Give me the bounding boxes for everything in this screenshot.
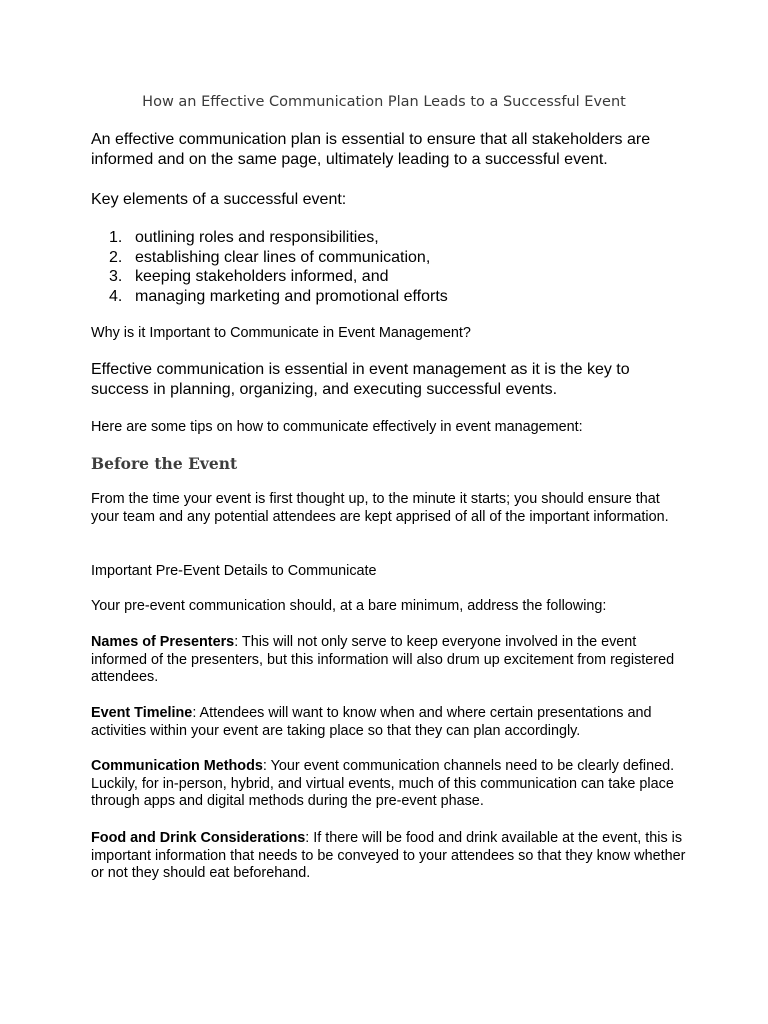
list-item-number: 3. [109,268,123,285]
detail-term: Communication Methods [91,758,263,774]
document-title: How an Effective Communication Plan Leads to a Successful Event [142,94,626,110]
list-item [109,248,609,268]
detail-text: : This will not only serve to keep everyone involved in the event informed of the presenters, but this information will also drum up excitement from registered attendees. [91,634,675,686]
intro-paragraph: An effective communication plan is essential to ensure that all stakeholders are informed and on the same page, ultimately leading to a successful event. [91,131,651,168]
list-item-text: managing marketing and promotional efforts [135,287,448,305]
list-item-text: outlining roles and responsibilities, [135,229,379,246]
detail-term: Event Timeline [91,705,193,721]
detail-text: : Attendees will want to know when and where certain presentations and activities within your event are taking place so that they can plan accordingly. [91,705,652,739]
key-elements-heading: Key elements of a successful event: [91,191,347,208]
tips-intro: Here are some tips on how to communicate effectively in event management: [91,419,583,435]
detail-names-of-presenters [91,634,691,687]
why-question: Why is it Important to Communicate in Event Management? [91,325,471,341]
section-heading-before-event: Before the Event [91,454,238,473]
why-answer-paragraph: Effective communication is essential in event management as it is the key to success in planning, organizing, and executing successful events. [91,361,630,398]
list-item [109,287,609,307]
detail-term: Names of Presenters [91,634,235,650]
pre-event-intro: Your pre-event communication should, at a bare minimum, address the following: [91,598,607,614]
detail-text: : Your event communication channels need to be clearly defined. Luckily, for in-person, hybrid, and virtual events, much of this communication can take place through apps and digital methods during the pre-event phase. [91,758,675,810]
list-item-text: establishing clear lines of communication, [135,248,431,266]
detail-communication-methods [91,758,691,811]
detail-term: Food and Drink Considerations [91,830,306,846]
list-item [109,228,609,248]
before-event-paragraph: From the time your event is first thought up, to the minute it starts; you should ensure that your team and any potential attendees are kept apprised of all of the important information. [91,491,669,525]
list-item-number: 1. [109,229,123,246]
detail-event-timeline [91,705,691,740]
pre-event-heading: Important Pre-Event Details to Communicate [91,563,377,579]
list-item-number: 4. [109,287,123,305]
list-item [109,267,609,287]
key-elements-list [109,228,609,306]
list-item-text: keeping stakeholders informed, and [135,268,389,285]
list-item-number: 2. [109,248,123,266]
detail-text: : If there will be food and drink available at the event, this is important information that needs to be conveyed to your attendees so that they know whether or not they should eat beforehand. [91,830,686,882]
detail-food-and-drink [91,830,691,883]
